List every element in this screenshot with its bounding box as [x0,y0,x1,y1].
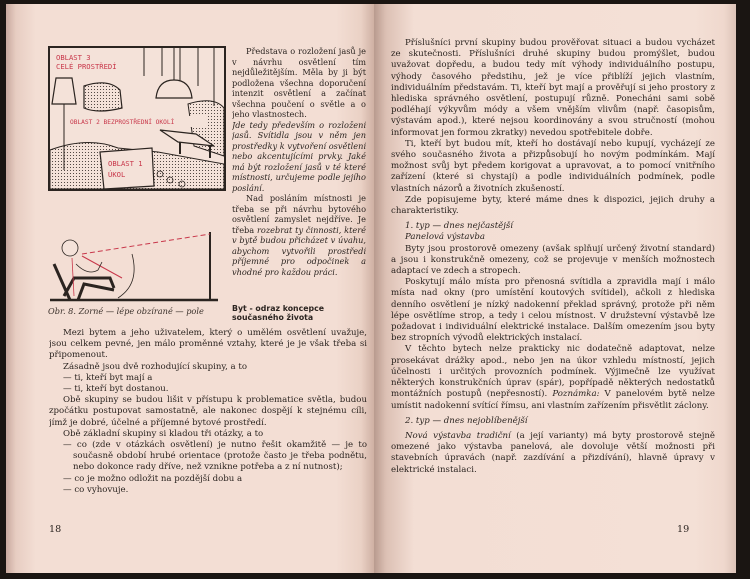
paragraph-italic: Jde tedy především o rozložení jasů. Svítidla jsou v něm jen prostředky k vytvoření osvětlení nebo akcentujícími prvky. Jaké má být rozložení jasů v té které místnosti, určujeme podle jejího poslání. [232,119,366,193]
paragraph-text: V těchto bytech nelze prakticky nic dodatečně adaptovat, nelze prosekávat drážky apod., nebo jen na úkor vzhledu místností, jejich účelnosti i určitých provozních podmínek. Výjimečně lze využívat některých konstrukčních úprav (spár), popřípadě některých nedostatků montážních postupů (nepřesností). [391,344,715,400]
area2-label: OBLAST 2 BEZPROSTŘEDNÍ OKOLÍ [70,119,175,126]
figure-caption [48,306,224,316]
paragraph-text: Nad posláním místnosti je třeba se při návrhu bytového osvětlení zamyslet nejdříve. Je třeba [232,193,366,235]
italic-term: Nová výstavba tradiční [405,430,511,441]
right-page-body [391,38,715,516]
paragraph: Byty jsou prostorově omezeny (avšak splňují určený životní standard) a jsou i konstrukčně omezeny, což se projevuje v menších možnostech adaptací ve zdech a stropech. [391,243,715,277]
paragraph [391,431,715,476]
type2-heading: 2. typ — dnes nejoblíbenější [405,415,528,426]
section-heading-line2: současného života [232,313,314,323]
paragraph-with-note [391,344,715,411]
paragraph: Příslušníci první skupiny budou prověřovat situaci a budou vycházet ze skutečnosti. Příslušníci druhé skupiny budou promýšlet, budou uvažovat dopředu, a budou tedy mít výhody individuálního postupu, výhody časového předstihu, jež je více přiblíží jejich vlastním, individuálním představám. Ti, kteří byt mají a prověřují si jeho prostory z hlediska správného osvětlení, postupují různě. Ponecháni sami sobě podléhají výkyvům módy a všem vnějším vlivům (např. časopisům, výstavám apod.), které nejsou koordinovány a svou stručností (mohou informovat jen formou zkratky) nevedou spotřebitele dobře. [391,38,715,138]
note-text: V panelovém bytě nelze umístit nadokenní svítící římsu, ani vlastním zařízením přisvětlit záclony. [391,389,715,411]
paragraph: Obě skupiny se budou lišit v přístupu k problematice světla, budou zpočátku postupovat samostatně, ale nakonec dospějí k stejnému cíli, jímž je dobré, účelné a příjemné bytové prostředí. [49,395,367,428]
list-item: — co vyhovuje. [63,484,129,495]
type1-subheading: Panelová výstavba [405,232,485,243]
paragraph: Zde popisujeme byty, které máme dnes k dispozici, jejich druhy a charakteristiky. [391,194,715,217]
paragraph: Zásadně jsou dvě rozhodující skupiny, a to [63,361,248,372]
paragraph: Poskytují málo místa pro přenosná svítidla a zpravidla mají i málo místa nad okny (pro umístění koutových svítidel), ačkoli z hlediska denního osvětlení je nízký nadokenní překlad správný, protože při něm lépe osvětlíme strop, a tedy i celou místnost. V družstevní výstavbě lze požadovat i individuální elektrické instalace. Dalším omezením jsou byty bez stropních vývodů elektrických instalací. [391,277,715,344]
paragraph: Obě základní skupiny si kladou tři otázky, a to [63,428,264,439]
paragraph: Ti, kteří byt budou mít, kteří ho dostávají nebo kupují, vycházejí ze svého současného života a přizpůsobují ho novým podmínkám. Mají možnost svůj byt předem korigovat a upravovat, a to pomocí vnitřního zařízení (které si chystají) a podle individuálních podmínek, podle vlastních názorů a životních zkušeností. [391,138,715,194]
note-label: Poznámka: [552,389,600,400]
list-item: — ti, kteří byt dostanou. [63,384,169,395]
paragraph-mixed [232,193,366,277]
field-of-vision-illustration [48,206,220,302]
list-item: — ti, kteří byt mají a [63,372,153,383]
paragraph-italic: rozebrat ty činnosti, které v bytě budou přicházet v úvahu, abychom vytvořili prostředí příjemné pro odpočinek a vhodné pro každou práci. [232,224,366,277]
paragraph: Mezi bytem a jeho uživatelem, který o umělém osvětlení uvažuje, jsou celkem pevné, jen málo proměnné vztahy, které je je však třeba si připomenout. [49,328,367,361]
page-number-left: 18 [49,524,62,535]
paragraph: Představa o rozložení jasů je v návrhu osvětlení tím nejdůležitějším. Měla by ji být podložena všechna doporučení intenzit osvětlení a začínat všechna poučení o světle a o jeho vlastnostech. [232,46,366,119]
room-lighting-illustration [48,46,226,191]
area3-label-line2: CELÉ PROSTŘEDÍ [56,62,117,71]
paragraph-text: (a její varianty) má byty prostorově stejně omezené jako výstavba panelová, ale dovoluje větší možnosti při stavebních úpravách (např. zazdívání a přizdívání), hlavně úpravy v elektrické instalaci. [391,430,715,475]
area3-label-line1: OBLAST 3 [56,53,91,62]
area1-label-line1: OBLAST 1 [108,159,143,168]
left-page-column-text [232,46,366,300]
area1-label-line2: ÚKOL [108,170,126,179]
page-number-right: 19 [677,524,690,535]
list-item: — co je možno odložit na pozdější dobu a [63,473,243,484]
type1-heading: 1. typ — dnes nejčastější [405,221,514,232]
figure-caption-text: Obr. 8. Zorné — lépe obzírané — pole [48,306,204,316]
list-item: — co (zde v otázkách osvětlení) je nutno řešit okamžitě — je to současně období hrubé orientace (protože často je třeba podnětu, nebo dokonce rady dříve, než vznikne potřeba a z ní nutnost); [63,440,367,473]
section-heading-line1: Byt - odraz koncepce [232,304,324,313]
section-heading [232,304,368,323]
left-page-body [49,328,367,518]
